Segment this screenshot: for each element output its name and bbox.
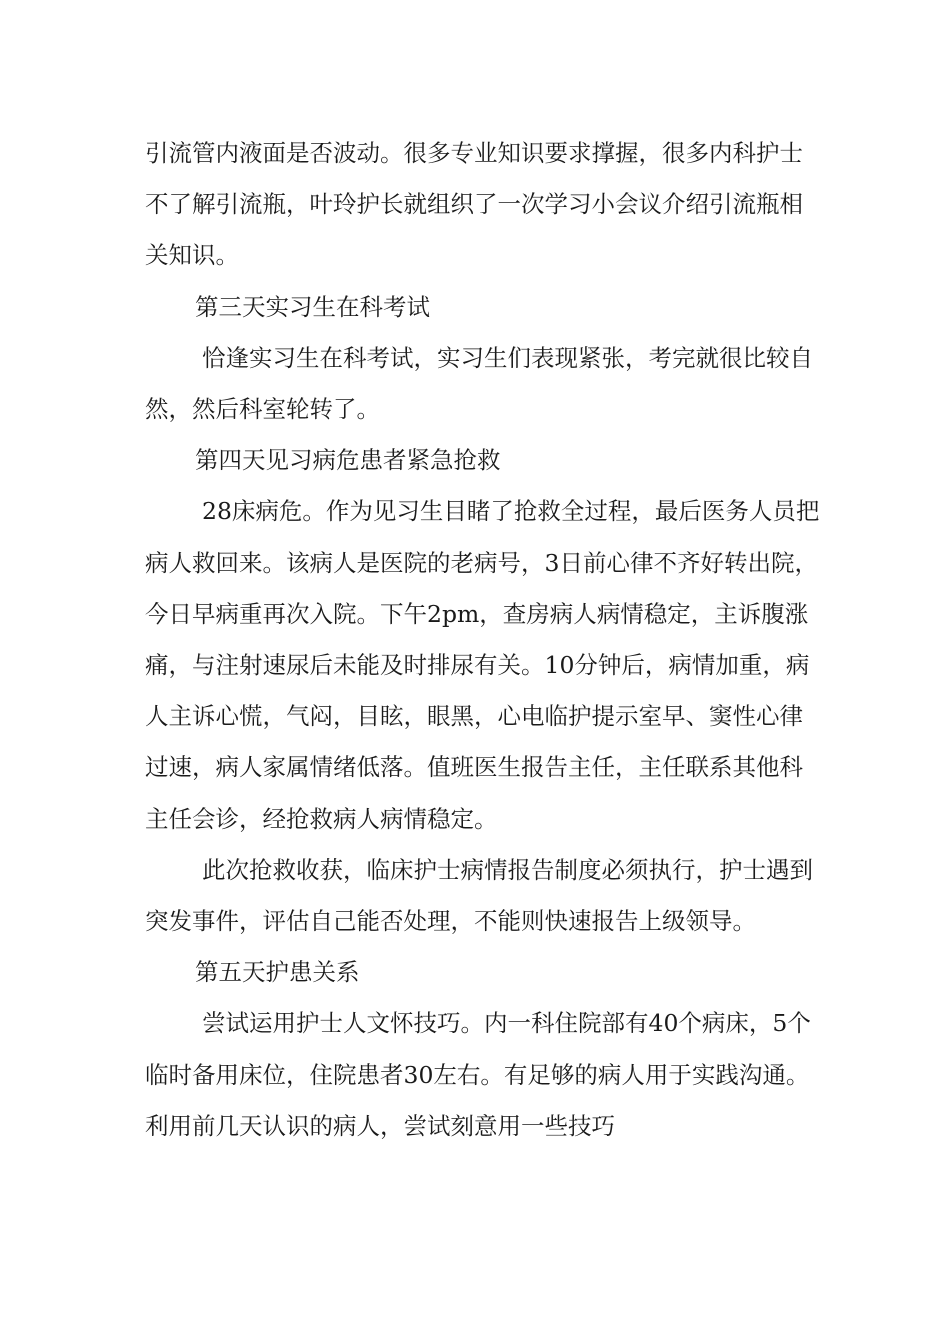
paragraph-intern-exam: 恰逢实习生在科考试，实习生们表现紧张，考完就很比较自然，然后科室轮转了。 xyxy=(145,343,813,424)
heading-day-three: 第三天实习生在科考试 xyxy=(195,292,430,321)
paragraph-nurse-patient-relationship: 尝试运用护士人文怀技巧。内一科住院部有40个病床，5个临时备用床位，住院患者30左右。有足够的病人用于实践沟通。利用前几天认识的病人，尝试刻意用一些技巧 xyxy=(145,1009,811,1140)
document-body xyxy=(145,128,825,1152)
paragraph-drainage-continuation: 引流管内液面是否波动。很多专业知识要求撑握，很多内科护士不了解引流瓶，叶玲护长就组织了一次学习小会议介绍引流瓶相关知识。 xyxy=(145,139,803,270)
paragraph-emergency-rescue: 28床病危。作为见习生目睹了抢救全过程，最后医务人员把病人救回来。该病人是医院的老病号，3日前心律不齐好转出院，今日早病重再次入院。下午2pm，查房病人病情稳定，主诉腹涨痛，与注射速尿后未能及时排尿有关。10分钟后，病情加重，病人主诉心慌，气闷，目眩，眼黑，心电临护提示室早、窦性心律过速，病人家属情绪低落。值班医生报告主任，主任联系其他科主任会诊，经抢救病人病情稳定。 xyxy=(145,497,820,833)
paragraph-rescue-takeaway: 此次抢救收获，临床护士病情报告制度必须执行，护士遇到突发事件，评估自己能否处理，不能则快速报告上级领导。 xyxy=(145,855,813,936)
heading-day-five: 第五天护患关系 xyxy=(195,958,360,987)
heading-day-four: 第四天见习病危患者紧急抢救 xyxy=(195,446,501,475)
